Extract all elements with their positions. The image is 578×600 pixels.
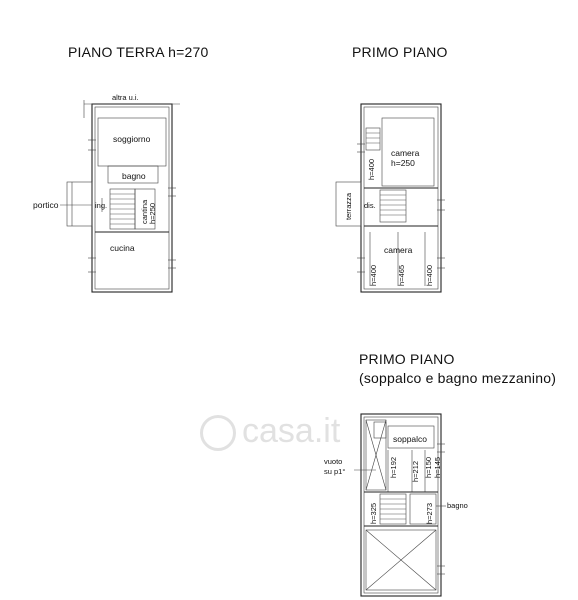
first-h465: h=465 xyxy=(397,264,406,286)
soppalco-label: soppalco xyxy=(393,434,428,444)
camera-bottom-label: camera xyxy=(384,245,413,255)
terrazza-label: terrazza xyxy=(344,192,353,220)
first-h400-right: h=400 xyxy=(425,264,434,286)
first-inner-line xyxy=(364,107,438,289)
mezz-h325: h=325 xyxy=(369,502,378,524)
cucina-label: cucina xyxy=(110,243,135,253)
camera-top-label: camera xyxy=(391,148,420,158)
first-floor-title: PRIMO PIANO xyxy=(352,44,448,60)
mezz-h150: h=150 xyxy=(424,456,433,478)
bagno-label: bagno xyxy=(122,171,146,181)
first-h400-left: h=400 xyxy=(369,264,378,286)
ing-label: ing. xyxy=(95,201,108,210)
cantina-height: h=250 xyxy=(148,202,157,224)
camera-top-height: h=250 xyxy=(391,158,415,168)
vuoto-label-2: su p1° xyxy=(324,467,346,476)
ground-outer-walls xyxy=(92,104,172,292)
mezz-h192: h=192 xyxy=(389,456,398,478)
soggiorno-label: soggiorno xyxy=(113,134,151,144)
first-h400-top: h=400 xyxy=(367,158,376,180)
mezz-h145: h=145 xyxy=(433,456,442,478)
mezz-h273: h=273 xyxy=(425,502,434,524)
portico-label: portico xyxy=(33,200,59,210)
vuoto-label-1: vuoto xyxy=(324,457,343,466)
cantina-label: cantina xyxy=(140,199,149,224)
altra-ui-label: altra u.i. xyxy=(112,93,139,102)
mezzanine-plan xyxy=(324,414,468,596)
first-floor-plan xyxy=(336,104,445,292)
dis-label: dis. xyxy=(364,201,376,210)
mezzanine-title: PRIMO PIANO xyxy=(359,351,455,367)
ground-floor-plan xyxy=(33,93,180,292)
first-stair-top xyxy=(366,128,380,150)
mezzanine-subtitle: (soppalco e bagno mezzanino) xyxy=(359,370,557,386)
ground-floor-title: PIANO TERRA h=270 xyxy=(68,44,209,60)
mezz-bagno-label: bagno xyxy=(447,501,468,510)
watermark-text: casa.it xyxy=(242,412,341,450)
mezz-h212: h=212 xyxy=(411,460,420,482)
first-outer-walls xyxy=(361,104,441,292)
portico-area xyxy=(67,182,92,226)
